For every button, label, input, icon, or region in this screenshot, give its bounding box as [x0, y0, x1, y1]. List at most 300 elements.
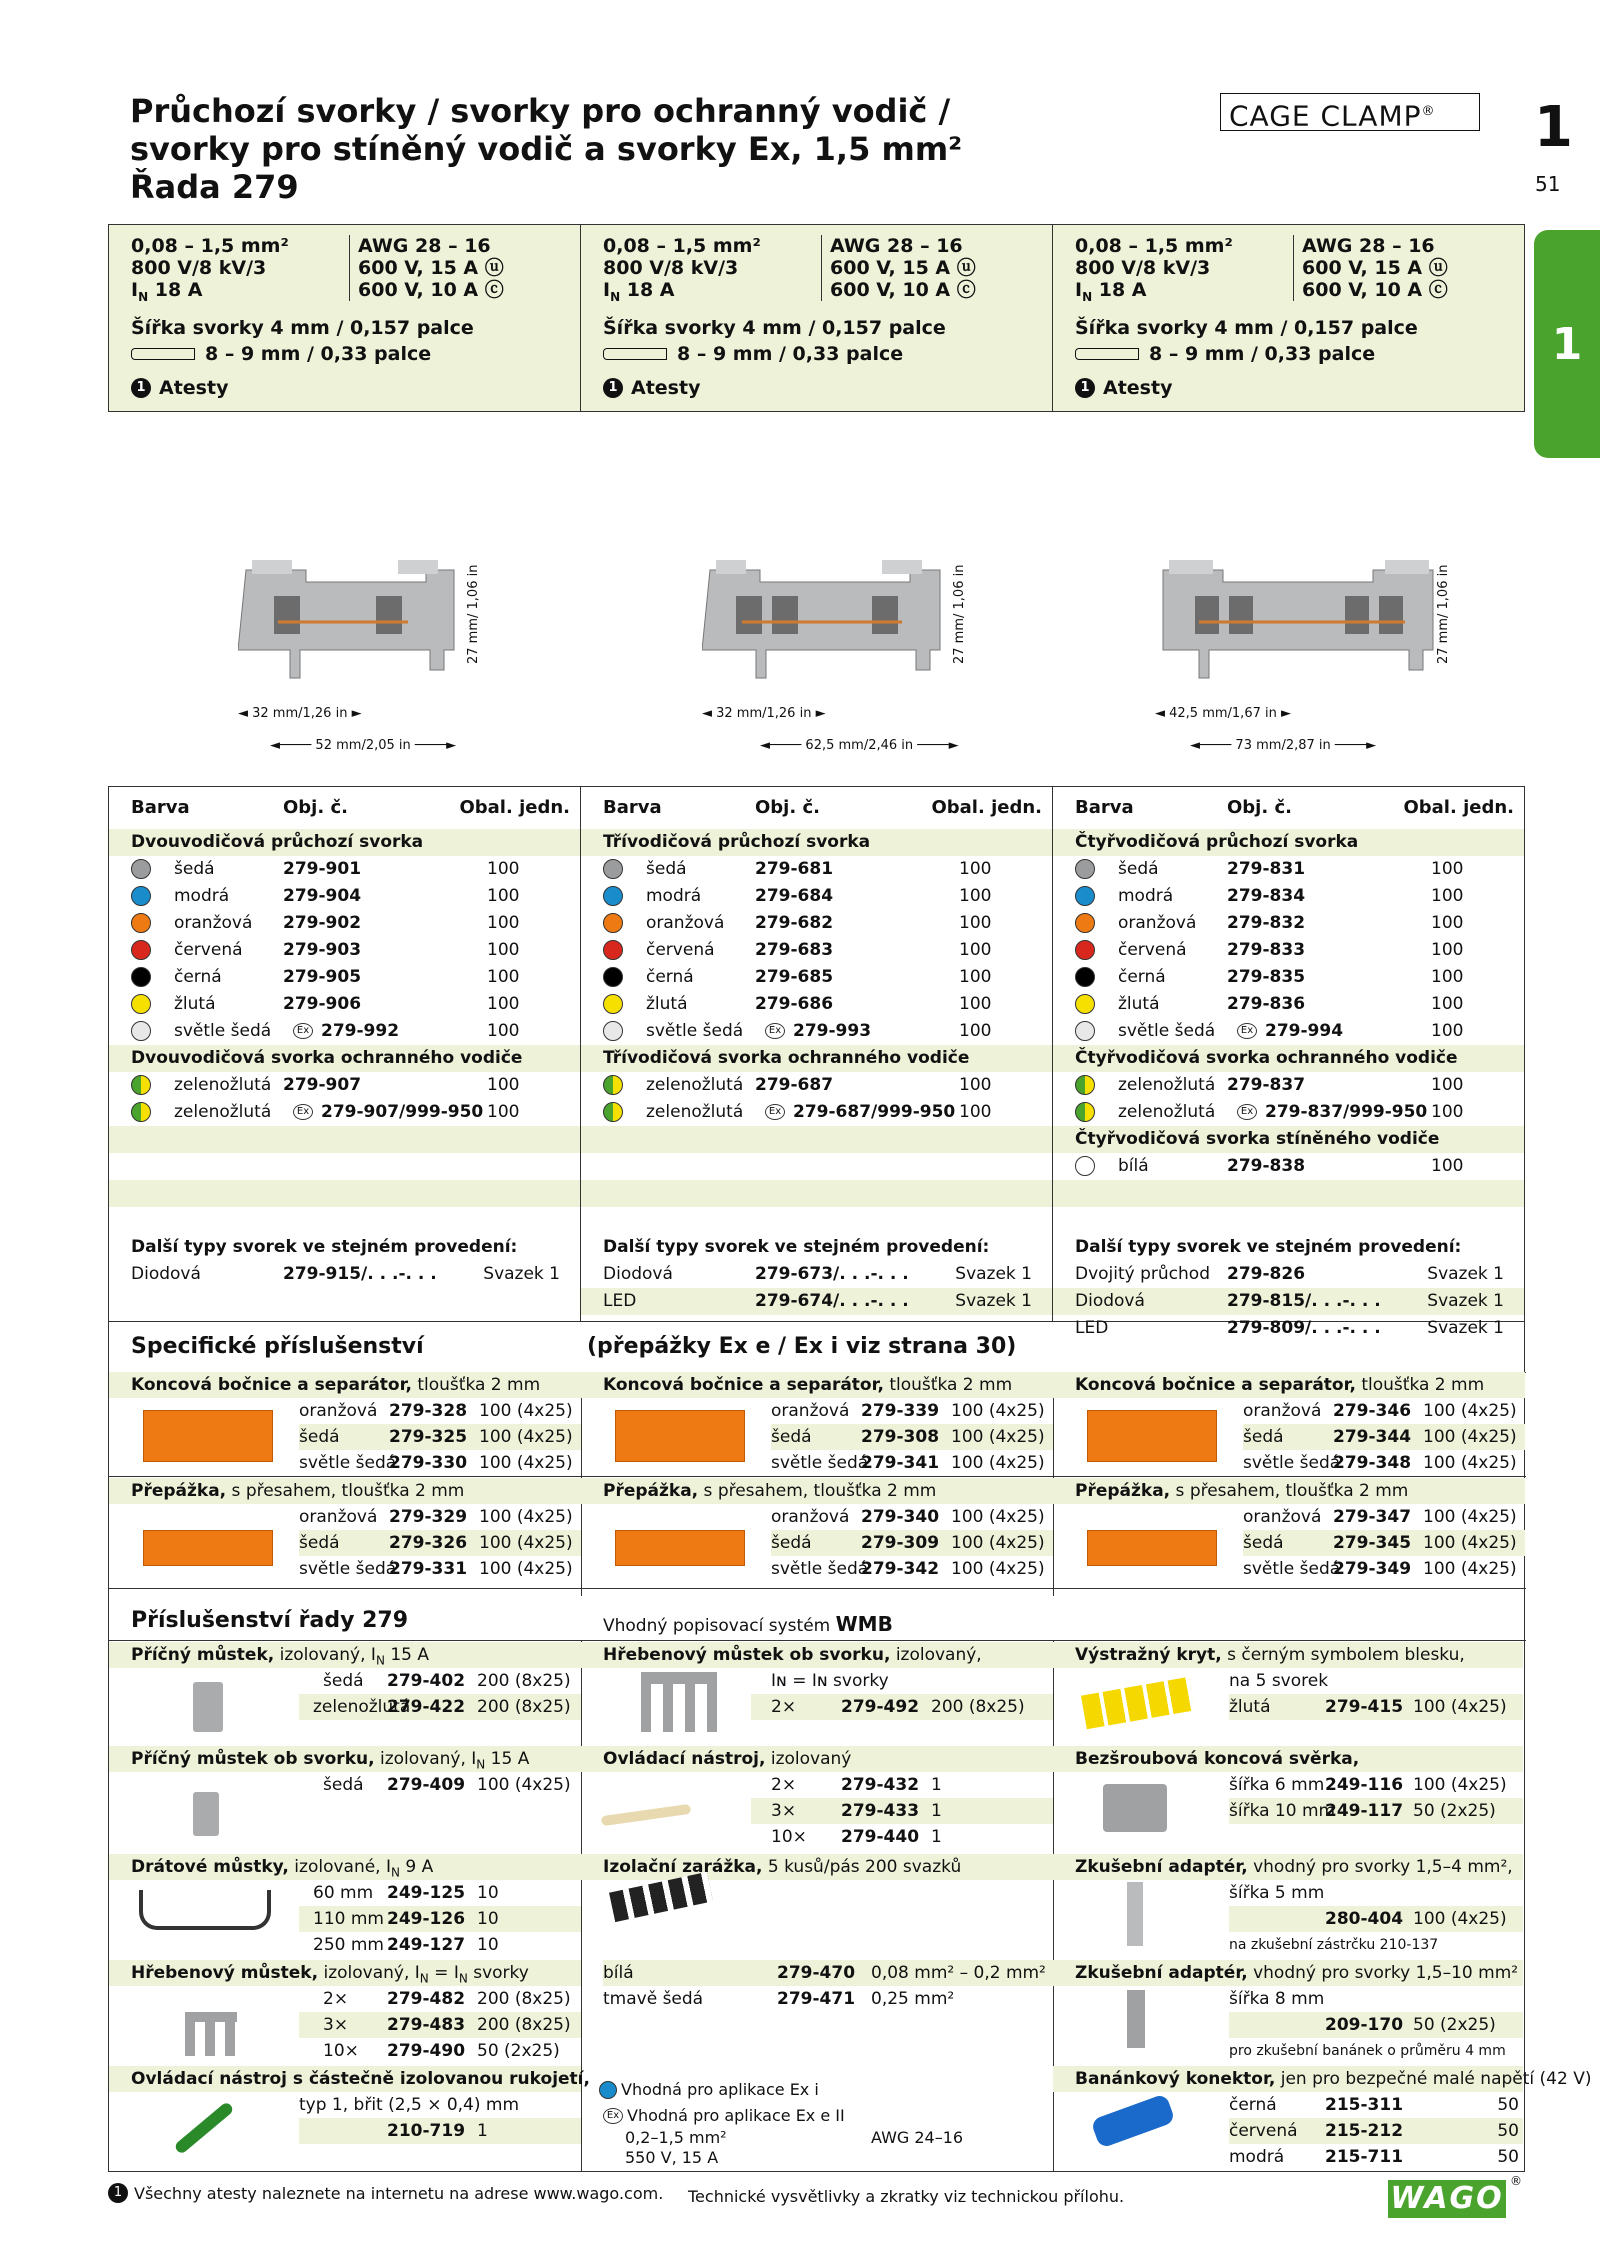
item-number: 279-470 [777, 1963, 856, 1983]
list-item[interactable] [1243, 1424, 1525, 1450]
product-image-4-conductor [1155, 560, 1445, 710]
list-item[interactable] [1229, 2144, 1523, 2170]
list-item[interactable] [1053, 937, 1524, 964]
page-number: 51 [1535, 172, 1561, 196]
group-title [109, 829, 580, 856]
list-item[interactable] [771, 1424, 1053, 1450]
color-swatch-icon [131, 994, 151, 1014]
group-title-text: Čtyřvodičová průchozí svorka [1075, 832, 1359, 852]
item-color: modrá [174, 886, 230, 906]
list-item[interactable] [1053, 1153, 1524, 1180]
group-title-text: Čtyřvodičová svorka ochranného vodiče [1075, 1048, 1458, 1068]
item-color: oranžová [771, 1401, 850, 1421]
item-number: 279-674/. . .-. . . [755, 1291, 909, 1311]
item-variant: 3× [323, 2015, 349, 2035]
height-dimension: 27 mm/ 1,06 in [1436, 564, 1451, 664]
list-item[interactable] [1053, 1261, 1524, 1288]
list-item[interactable] [299, 1668, 581, 1694]
item-number: 279-904 [283, 886, 362, 906]
accessory-header: Hřebenový můstek, izolovaný, $I_N = I_N$ svorky [109, 1960, 581, 1986]
list-item[interactable] [1243, 1450, 1525, 1476]
color-swatch-icon [1075, 859, 1095, 879]
list-item[interactable] [751, 1772, 1053, 1798]
accessory-header: Zkušební adaptér, vhodný pro svorky 1,5–10 mm² [1053, 1960, 1523, 1986]
item-pack: 50 [1497, 2121, 1519, 2141]
column-header [109, 787, 580, 829]
ex-icon: Ex [603, 2108, 623, 2124]
list-item[interactable] [109, 883, 580, 910]
list-item[interactable] [109, 1261, 580, 1288]
operating-tool-image [601, 1804, 692, 1826]
color-swatch-icon [603, 1075, 623, 1095]
ex-i-icon [599, 2081, 617, 2099]
list-item[interactable] [299, 2118, 581, 2144]
list-item[interactable] [1229, 1986, 1523, 2012]
list-item[interactable] [1229, 1694, 1523, 1720]
accessory-name: Přepážka, [1075, 1481, 1171, 1501]
item-color: šedá [771, 1533, 812, 1553]
item-number: 279-837/999-950 [1265, 1102, 1428, 1122]
item-number: 279-993 [793, 1021, 872, 1041]
item-pack: 100 (4x25) [951, 1559, 1045, 1579]
item-color: žlutá [1118, 994, 1160, 1014]
item-pack: 50 [1497, 2147, 1519, 2167]
item-color: oranžová [1243, 1401, 1322, 1421]
item-number: 279-342 [861, 1559, 940, 1579]
list-item[interactable] [1229, 1906, 1523, 1932]
list-item[interactable] [299, 1694, 581, 1720]
accessory-name: Bezšroubová koncová svěrka, [1075, 1749, 1360, 1769]
accessory-header: Hřebenový můstek ob svorku, izolovaný, [581, 1642, 1053, 1668]
item-color: světle šedá [771, 1559, 869, 1579]
list-item[interactable] [1053, 883, 1524, 910]
item-type: LED [1075, 1318, 1109, 1338]
item-variant: 2× [771, 1697, 797, 1717]
item-number: 279-482 [387, 1989, 466, 2009]
item-pack: 100 (4x25) [1413, 1909, 1507, 1929]
item-pack: 100 (4x25) [1413, 1775, 1507, 1795]
item-pack: 10 [477, 1935, 499, 1955]
bridge-image [193, 1682, 223, 1732]
list-item[interactable] [581, 883, 1052, 910]
section-title: Příslušenství řady 279 [131, 1608, 409, 1633]
list-item[interactable] [581, 991, 1052, 1018]
accessory-header [109, 1372, 581, 1398]
color-swatch-icon [131, 859, 151, 879]
item-number: 249-126 [387, 1909, 466, 1929]
strip-length-text: 8 – 9 mm / 0,33 palce [205, 343, 432, 365]
item-pack: 1 [931, 1775, 942, 1795]
item-color: šedá [771, 1427, 812, 1447]
legend-awg: AWG 24–16 [871, 2128, 964, 2147]
strip-length-icon [603, 348, 667, 360]
list-item[interactable] [109, 856, 580, 883]
item-color: černá [1118, 967, 1166, 987]
list-item[interactable] [1053, 991, 1524, 1018]
item-pack: 100 [959, 940, 992, 960]
list-item[interactable] [1229, 1932, 1523, 1958]
empty-row [581, 1207, 1052, 1234]
list-item[interactable] [603, 1960, 1053, 1986]
item-variant: modrá [1229, 2147, 1285, 2167]
item-number: 249-127 [387, 1935, 466, 1955]
item-color: zelenožlutá [646, 1102, 744, 1122]
list-item[interactable] [581, 1288, 1052, 1315]
list-item[interactable] [751, 1798, 1053, 1824]
item-type: Diodová [1075, 1291, 1145, 1311]
item-type: Dvojitý průchod [1075, 1264, 1210, 1284]
list-item[interactable] [1053, 910, 1524, 937]
item-pack: 200 (8x25) [931, 1697, 1025, 1717]
list-item[interactable] [299, 1772, 581, 1798]
item-pack: 100 [959, 994, 992, 1014]
item-variant: tmavě šedá [603, 1989, 704, 2009]
subscript: N [458, 1971, 468, 1986]
color-swatch-icon [131, 1021, 151, 1041]
list-item[interactable] [771, 1530, 1053, 1556]
item-color: černá [646, 967, 694, 987]
list-item[interactable] [299, 1880, 581, 1906]
voltage-rating: 800 V/8 kV/3 [603, 257, 739, 279]
strip-length [1075, 343, 1375, 365]
list-item[interactable] [299, 2092, 581, 2118]
list-item[interactable] [1243, 1530, 1525, 1556]
item-number: 210-719 [387, 2121, 466, 2141]
item-color: oranžová [299, 1401, 378, 1421]
item-variant: 10× [323, 2041, 359, 2061]
spec-left [603, 235, 761, 308]
list-item[interactable] [771, 1504, 1053, 1530]
comb-bridge-image [185, 2012, 237, 2056]
item-pack: 100 (4x25) [1423, 1533, 1517, 1553]
group-title [1053, 1045, 1524, 1072]
list-item[interactable] [771, 1398, 1053, 1424]
item-number: 279-348 [1333, 1453, 1412, 1473]
wmb-label: Vhodný popisovací systém [603, 1616, 836, 1636]
accessory-desc: tloušťka 2 mm [411, 1375, 541, 1395]
item-color: světle šedá [299, 1559, 397, 1579]
list-item[interactable] [581, 937, 1052, 964]
approvals[interactable] [131, 377, 228, 399]
item-number: 279-815/. . .-. . . [1227, 1291, 1381, 1311]
item-pack: 50 (2x25) [1413, 1801, 1496, 1821]
list-item[interactable] [1229, 2118, 1523, 2144]
wago-reg-mark: ® [1510, 2174, 1522, 2188]
header-item-no: Obj. č. [755, 797, 820, 818]
ul-rating: 600 V, 15 A ⓤ [830, 257, 976, 279]
list-item[interactable] [1229, 2038, 1523, 2064]
item-pack: 100 [959, 967, 992, 987]
list-item[interactable] [109, 991, 580, 1018]
list-item[interactable] [581, 1261, 1052, 1288]
bridge-image [193, 1792, 219, 1836]
list-item[interactable] [1229, 1772, 1523, 1798]
item-number: 279-835 [1227, 967, 1306, 987]
list-item[interactable] [299, 1932, 581, 1958]
brand-text: CAGE CLAMP [1229, 99, 1422, 133]
legend-item [599, 2080, 819, 2099]
item-number: 279-992 [321, 1021, 400, 1041]
height-dimension: 27 mm/ 1,06 in [466, 564, 481, 664]
item-type: Diodová [603, 1264, 673, 1284]
item-pack: 10 [477, 1909, 499, 1929]
terminal-column [1053, 787, 1524, 1338]
color-swatch-icon [1075, 940, 1095, 960]
color-swatch-icon [603, 1021, 623, 1041]
chapter-tab[interactable]: 1 [1534, 230, 1600, 458]
item-pack: Svazek 1 [955, 1264, 1032, 1284]
list-item[interactable] [581, 964, 1052, 991]
divider [581, 1640, 582, 2172]
item-number: 279-349 [1333, 1559, 1412, 1579]
terminal-column [581, 787, 1053, 1321]
terminal-width: Šířka svorky 4 mm / 0,157 palce [1075, 317, 1418, 339]
end-stop-image [1103, 1784, 1167, 1832]
item-number: 279-686 [755, 994, 834, 1014]
item-number: 279-681 [755, 859, 834, 879]
item-color: světle šedá [771, 1453, 869, 1473]
list-item[interactable] [109, 1018, 580, 1045]
list-item[interactable] [771, 1556, 1053, 1582]
list-item[interactable] [299, 1450, 581, 1476]
accessory-header [1053, 1372, 1525, 1398]
current-rating: $I_N$ 18 A [603, 279, 675, 304]
item-number: 279-683 [755, 940, 834, 960]
item-pack: 100 [959, 913, 992, 933]
item-color: šedá [299, 1533, 340, 1553]
list-item[interactable] [1229, 1668, 1523, 1694]
item-pack: 100 [487, 1102, 520, 1122]
ex-icon: Ex [1237, 1023, 1257, 1039]
item-pack: Svazek 1 [1427, 1264, 1504, 1284]
list-item[interactable] [109, 1099, 580, 1126]
legend-item [599, 2106, 845, 2125]
list-item[interactable] [1053, 1018, 1524, 1045]
footer-note [108, 2183, 663, 2203]
item-pack: 100 [487, 1075, 520, 1095]
item-pack: 100 (4x25) [1423, 1401, 1517, 1421]
list-item[interactable] [299, 1424, 581, 1450]
item-pack: 100 [487, 913, 520, 933]
accessory-header [581, 1478, 1053, 1504]
awg-range: AWG 28 – 16 [830, 235, 963, 257]
list-item[interactable] [299, 1504, 581, 1530]
legend-text: Vhodná pro aplikace Ex i [621, 2080, 819, 2099]
item-pack: 100 [1431, 1156, 1464, 1176]
product-image-2-conductor [238, 560, 478, 710]
list-item[interactable] [1229, 2012, 1523, 2038]
list-item[interactable] [1243, 1504, 1525, 1530]
ex-icon: Ex [765, 1023, 785, 1039]
list-item[interactable] [299, 1398, 581, 1424]
list-item[interactable] [299, 1556, 581, 1582]
accessory-header [109, 2066, 590, 2092]
item-color: oranžová [1118, 913, 1197, 933]
list-item[interactable] [1243, 1556, 1525, 1582]
list-item[interactable] [581, 856, 1052, 883]
accessory-name: Koncová bočnice a separátor, [131, 1375, 412, 1395]
list-item[interactable] [581, 1072, 1052, 1099]
item-color: světle šedá [174, 1021, 272, 1041]
item-color: oranžová [771, 1507, 850, 1527]
subscript: N [476, 1757, 486, 1772]
item-pack: 1 [931, 1827, 942, 1847]
list-item[interactable] [771, 1450, 1053, 1476]
list-item[interactable] [109, 1072, 580, 1099]
test-adapter-image [1127, 1882, 1143, 1946]
list-item[interactable] [1053, 964, 1524, 991]
accessory-header: Příčný můstek, izolovaný, $I_N$ 15 A [109, 1642, 581, 1668]
accessory-header [1053, 1746, 1523, 1772]
item-color: oranžová [299, 1507, 378, 1527]
approvals[interactable] [603, 377, 700, 399]
list-item[interactable] [1229, 2092, 1523, 2118]
footer-tech: Technické vysvětlivky a zkratky viz technickou přílohu. [688, 2187, 1125, 2206]
color-swatch-icon [131, 967, 151, 987]
accessories-section [108, 1322, 1592, 2172]
item-pack: 200 (8x25) [477, 1989, 571, 2009]
header-item-no: Obj. č. [1227, 797, 1292, 818]
list-item[interactable] [299, 2012, 581, 2038]
list-item[interactable] [751, 1668, 1053, 1694]
spec-right [821, 235, 976, 301]
item-color: červená [1118, 940, 1187, 960]
list-item[interactable] [299, 1530, 581, 1556]
list-item[interactable] [581, 1099, 1052, 1126]
item-pack: 100 [487, 1021, 520, 1041]
list-item[interactable] [1229, 1880, 1523, 1906]
list-item[interactable] [1053, 1288, 1524, 1315]
list-item[interactable] [581, 910, 1052, 937]
item-pack: 100 [959, 886, 992, 906]
item-color: světle šedá [646, 1021, 744, 1041]
item-color: oranžová [646, 913, 725, 933]
color-swatch-icon [131, 913, 151, 933]
item-variant: 60 mm [313, 1883, 374, 1903]
list-item[interactable] [109, 910, 580, 937]
item-number: 279-682 [755, 913, 834, 933]
terminal-width: Šířka svorky 4 mm / 0,157 palce [131, 317, 474, 339]
accessory-name: Zkušební adaptér, [1075, 1963, 1248, 1983]
warning-cover-image [1081, 1677, 1195, 1730]
ul-rating: 600 V, 15 A ⓤ [1302, 257, 1448, 279]
item-pack: 100 [1431, 994, 1464, 1014]
list-item[interactable] [109, 937, 580, 964]
item-number: 279-838 [1227, 1156, 1306, 1176]
spec-column [581, 225, 1053, 411]
item-number: 279-329 [389, 1507, 468, 1527]
subscript: N [391, 1865, 400, 1880]
list-item[interactable] [1243, 1398, 1525, 1424]
item-number: 279-422 [387, 1697, 466, 1717]
item-pack: 0,25 mm² [871, 1989, 955, 2009]
list-item[interactable] [751, 1824, 1053, 1850]
title-line-2: svorky pro stíněný vodič a svorky Ex, 1,5 mm² [130, 130, 963, 168]
color-swatch-icon [603, 859, 623, 879]
list-item[interactable] [299, 1986, 581, 2012]
note-number-icon: 1 [603, 378, 623, 398]
item-number: 279-345 [1333, 1533, 1412, 1553]
list-item[interactable] [603, 1986, 1053, 2012]
accessory-name: Hřebenový můstek ob svorku, [603, 1645, 891, 1665]
list-item[interactable] [299, 1906, 581, 1932]
color-swatch-icon [603, 913, 623, 933]
item-pack: 100 (4x25) [479, 1533, 573, 1553]
item-number: 279-832 [1227, 913, 1306, 933]
legend-text: Vhodná pro aplikace Ex e II [627, 2106, 845, 2125]
list-item[interactable] [1053, 1072, 1524, 1099]
item-number: 215-711 [1325, 2147, 1404, 2167]
item-pack: 100 (4x25) [951, 1507, 1045, 1527]
item-variant: pro zkušební banánek o průměru 4 mm [1229, 2043, 1506, 2059]
item-pack: 100 [487, 859, 520, 879]
list-item[interactable] [1053, 1099, 1524, 1126]
item-variant: bílá [603, 1963, 634, 1983]
inner-width-dimension: ◄ 32 mm/1,26 in ► [702, 706, 826, 721]
empty-row [109, 1180, 580, 1207]
list-item[interactable] [581, 1018, 1052, 1045]
more-types-title [581, 1234, 1052, 1261]
item-color: světle šedá [1118, 1021, 1216, 1041]
item-number: 279-687/999-950 [793, 1102, 956, 1122]
item-color: zelenožlutá [174, 1102, 272, 1122]
overall-width-dimension: ◄──── 62,5 mm/2,46 in ────► [760, 738, 959, 753]
more-types-text: Další typy svorek ve stejném provedení: [1075, 1237, 1462, 1257]
item-number: 279-347 [1333, 1507, 1412, 1527]
item-pack: 100 [487, 886, 520, 906]
color-swatch-icon [1075, 1102, 1095, 1122]
title-line-3: Řada 279 [130, 168, 299, 206]
accessory-desc: s přesahem, tloušťka 2 mm [1170, 1481, 1409, 1501]
item-number: 279-687 [755, 1075, 834, 1095]
accessory-header: Izolační zarážka, 5 kusů/pás 200 svazků [581, 1854, 1053, 1880]
color-swatch-icon [131, 940, 151, 960]
item-pack: 50 (2x25) [1413, 2015, 1496, 2035]
accessory-desc: tloušťka 2 mm [883, 1375, 1013, 1395]
current-rating: $I_N$ 18 A [1075, 279, 1147, 304]
color-swatch-icon [131, 886, 151, 906]
color-swatch-icon [1075, 1075, 1095, 1095]
empty-row [581, 1180, 1052, 1207]
note-number-icon: 1 [108, 2183, 128, 2203]
item-pack: 100 [487, 967, 520, 987]
approvals[interactable] [1075, 377, 1172, 399]
list-item[interactable] [1053, 856, 1524, 883]
header-pack-unit: Obal. jedn. [459, 797, 570, 818]
item-number: 279-346 [1333, 1401, 1412, 1421]
csa-rating: 600 V, 10 A ⓒ [1302, 279, 1448, 301]
item-pack: 100 [487, 994, 520, 1014]
item-variant: 3× [771, 1801, 797, 1821]
list-item[interactable] [751, 1694, 1053, 1720]
item-number: 279-836 [1227, 994, 1306, 1014]
accessory-desc: s přesahem, tloušťka 2 mm [226, 1481, 465, 1501]
item-color: oranžová [1243, 1507, 1322, 1527]
list-item[interactable] [109, 964, 580, 991]
item-pack: 100 (4x25) [1423, 1427, 1517, 1447]
color-swatch-icon [131, 1075, 151, 1095]
list-item[interactable] [1229, 1798, 1523, 1824]
item-pack: 100 (4x25) [1413, 1697, 1507, 1717]
header-color: Barva [603, 797, 662, 818]
list-item[interactable] [299, 2038, 581, 2064]
item-pack: 1 [477, 2121, 488, 2141]
cross-section: 0,08 – 1,5 mm² [603, 235, 761, 257]
group-title-text: Dvouvodičová svorka ochranného vodiče [131, 1048, 523, 1068]
color-swatch-icon [603, 886, 623, 906]
subscript: N [610, 289, 621, 304]
current-rating: $I_N$ 18 A [131, 279, 203, 304]
